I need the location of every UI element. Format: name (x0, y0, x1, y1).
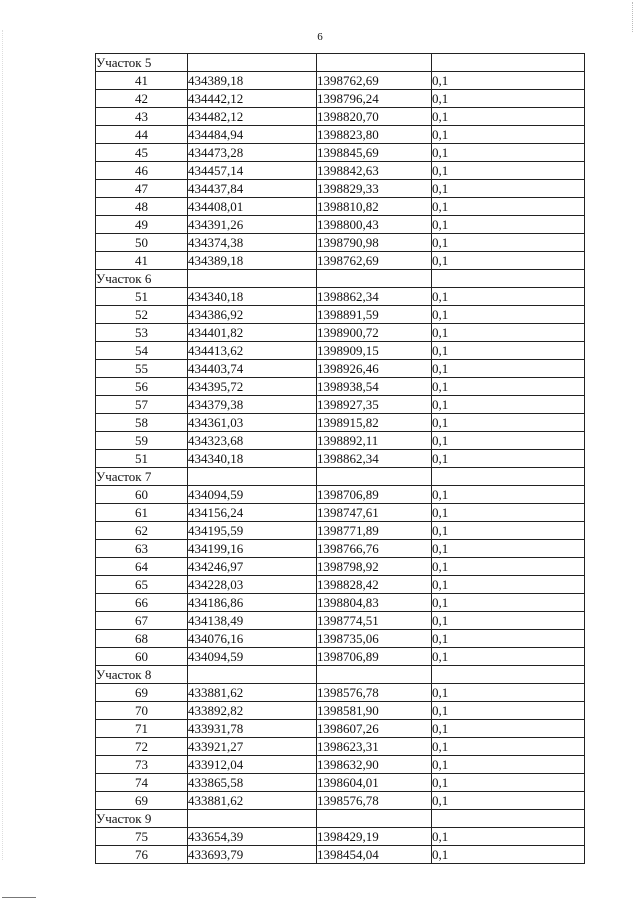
point-number: 55 (96, 360, 188, 378)
y-coordinate: 1398938,54 (317, 378, 432, 396)
y-coordinate: 1398915,82 (317, 414, 432, 432)
point-number: 72 (96, 738, 188, 756)
table-row (96, 684, 585, 702)
x-coordinate: 433865,58 (188, 774, 317, 792)
y-coordinate: 1398842,63 (317, 162, 432, 180)
accuracy: 0,1 (432, 234, 585, 252)
y-coordinate: 1398790,98 (317, 234, 432, 252)
section-title: Участок 9 (96, 810, 188, 828)
y-coordinate: 1398576,78 (317, 792, 432, 810)
point-number: 66 (96, 594, 188, 612)
point-number: 68 (96, 630, 188, 648)
accuracy: 0,1 (432, 486, 585, 504)
point-number: 75 (96, 828, 188, 846)
x-coordinate: 433654,39 (188, 828, 317, 846)
accuracy: 0,1 (432, 216, 585, 234)
point-number: 47 (96, 180, 188, 198)
accuracy: 0,1 (432, 126, 585, 144)
x-coordinate: 434246,97 (188, 558, 317, 576)
empty-cell (188, 468, 317, 486)
y-coordinate: 1398862,34 (317, 450, 432, 468)
x-coordinate: 434374,38 (188, 234, 317, 252)
accuracy: 0,1 (432, 324, 585, 342)
x-coordinate: 433912,04 (188, 756, 317, 774)
accuracy: 0,1 (432, 378, 585, 396)
x-coordinate: 434386,92 (188, 306, 317, 324)
y-coordinate: 1398927,35 (317, 396, 432, 414)
empty-cell (188, 270, 317, 288)
point-number: 60 (96, 648, 188, 666)
x-coordinate: 434473,28 (188, 144, 317, 162)
accuracy: 0,1 (432, 702, 585, 720)
y-coordinate: 1398804,83 (317, 594, 432, 612)
section-header-row (96, 468, 585, 486)
table-row (96, 558, 585, 576)
accuracy: 0,1 (432, 396, 585, 414)
point-number: 62 (96, 522, 188, 540)
x-coordinate: 434403,74 (188, 360, 317, 378)
empty-cell (432, 810, 585, 828)
accuracy: 0,1 (432, 342, 585, 360)
point-number: 52 (96, 306, 188, 324)
accuracy: 0,1 (432, 360, 585, 378)
accuracy: 0,1 (432, 522, 585, 540)
x-coordinate: 434195,59 (188, 522, 317, 540)
table-row (96, 738, 585, 756)
x-coordinate: 434482,12 (188, 108, 317, 126)
scan-edge-mark (632, 2, 634, 32)
y-coordinate: 1398820,70 (317, 108, 432, 126)
y-coordinate: 1398828,42 (317, 576, 432, 594)
y-coordinate: 1398774,51 (317, 612, 432, 630)
accuracy: 0,1 (432, 558, 585, 576)
accuracy: 0,1 (432, 594, 585, 612)
section-title: Участок 8 (96, 666, 188, 684)
accuracy: 0,1 (432, 306, 585, 324)
y-coordinate: 1398454,04 (317, 846, 432, 864)
table-row (96, 630, 585, 648)
point-number: 69 (96, 684, 188, 702)
x-coordinate: 434138,49 (188, 612, 317, 630)
y-coordinate: 1398607,26 (317, 720, 432, 738)
x-coordinate: 434442,12 (188, 90, 317, 108)
table-row (96, 486, 585, 504)
table-row (96, 396, 585, 414)
point-number: 70 (96, 702, 188, 720)
table-row (96, 414, 585, 432)
y-coordinate: 1398891,59 (317, 306, 432, 324)
point-number: 41 (96, 252, 188, 270)
y-coordinate: 1398796,24 (317, 90, 432, 108)
table-row (96, 324, 585, 342)
accuracy: 0,1 (432, 180, 585, 198)
table-row (96, 792, 585, 810)
x-coordinate: 434340,18 (188, 288, 317, 306)
point-number: 54 (96, 342, 188, 360)
empty-cell (432, 666, 585, 684)
x-coordinate: 433881,62 (188, 792, 317, 810)
accuracy: 0,1 (432, 90, 585, 108)
y-coordinate: 1398735,06 (317, 630, 432, 648)
accuracy: 0,1 (432, 630, 585, 648)
table-row (96, 90, 585, 108)
point-number: 61 (96, 504, 188, 522)
x-coordinate: 434389,18 (188, 252, 317, 270)
accuracy: 0,1 (432, 738, 585, 756)
table-row (96, 720, 585, 738)
y-coordinate: 1398829,33 (317, 180, 432, 198)
y-coordinate: 1398623,31 (317, 738, 432, 756)
point-number: 49 (96, 216, 188, 234)
x-coordinate: 434401,82 (188, 324, 317, 342)
empty-cell (188, 54, 317, 72)
point-number: 76 (96, 846, 188, 864)
point-number: 45 (96, 144, 188, 162)
x-coordinate: 434199,16 (188, 540, 317, 558)
point-number: 59 (96, 432, 188, 450)
accuracy: 0,1 (432, 612, 585, 630)
y-coordinate: 1398581,90 (317, 702, 432, 720)
section-header-row (96, 810, 585, 828)
accuracy: 0,1 (432, 450, 585, 468)
x-coordinate: 433931,78 (188, 720, 317, 738)
y-coordinate: 1398429,19 (317, 828, 432, 846)
table-row (96, 108, 585, 126)
point-number: 73 (96, 756, 188, 774)
accuracy: 0,1 (432, 756, 585, 774)
section-title: Участок 6 (96, 270, 188, 288)
point-number: 48 (96, 198, 188, 216)
section-header-row (96, 666, 585, 684)
table-row (96, 828, 585, 846)
x-coordinate: 433693,79 (188, 846, 317, 864)
empty-cell (432, 468, 585, 486)
x-coordinate: 434340,18 (188, 450, 317, 468)
x-coordinate: 434395,72 (188, 378, 317, 396)
point-number: 53 (96, 324, 188, 342)
accuracy: 0,1 (432, 684, 585, 702)
table-row (96, 360, 585, 378)
x-coordinate: 434484,94 (188, 126, 317, 144)
y-coordinate: 1398632,90 (317, 756, 432, 774)
x-coordinate: 434437,84 (188, 180, 317, 198)
accuracy: 0,1 (432, 432, 585, 450)
x-coordinate: 434379,38 (188, 396, 317, 414)
point-number: 65 (96, 576, 188, 594)
accuracy: 0,1 (432, 108, 585, 126)
y-coordinate: 1398766,76 (317, 540, 432, 558)
y-coordinate: 1398862,34 (317, 288, 432, 306)
y-coordinate: 1398747,61 (317, 504, 432, 522)
table-row (96, 162, 585, 180)
x-coordinate: 434391,26 (188, 216, 317, 234)
y-coordinate: 1398706,89 (317, 486, 432, 504)
y-coordinate: 1398810,82 (317, 198, 432, 216)
point-number: 50 (96, 234, 188, 252)
y-coordinate: 1398604,01 (317, 774, 432, 792)
section-title: Участок 7 (96, 468, 188, 486)
table-row (96, 504, 585, 522)
accuracy: 0,1 (432, 504, 585, 522)
table-row (96, 216, 585, 234)
accuracy: 0,1 (432, 576, 585, 594)
x-coordinate: 433881,62 (188, 684, 317, 702)
point-number: 44 (96, 126, 188, 144)
table-row (96, 342, 585, 360)
y-coordinate: 1398800,43 (317, 216, 432, 234)
coordinates-table-body (96, 54, 585, 864)
accuracy: 0,1 (432, 288, 585, 306)
x-coordinate: 434228,03 (188, 576, 317, 594)
table-row (96, 288, 585, 306)
table-row (96, 306, 585, 324)
table-row (96, 576, 585, 594)
empty-cell (317, 666, 432, 684)
empty-cell (188, 666, 317, 684)
empty-cell (317, 468, 432, 486)
point-number: 43 (96, 108, 188, 126)
page-number: 6 (317, 31, 323, 43)
x-coordinate: 433892,82 (188, 702, 317, 720)
point-number: 71 (96, 720, 188, 738)
y-coordinate: 1398892,11 (317, 432, 432, 450)
x-coordinate: 434389,18 (188, 72, 317, 90)
table-row (96, 612, 585, 630)
table-row (96, 702, 585, 720)
coordinates-table (95, 53, 585, 864)
accuracy: 0,1 (432, 774, 585, 792)
accuracy: 0,1 (432, 792, 585, 810)
x-coordinate: 434413,62 (188, 342, 317, 360)
point-number: 69 (96, 792, 188, 810)
table-row (96, 846, 585, 864)
point-number: 56 (96, 378, 188, 396)
section-header-row (96, 270, 585, 288)
point-number: 41 (96, 72, 188, 90)
table-row (96, 432, 585, 450)
x-coordinate: 434361,03 (188, 414, 317, 432)
empty-cell (432, 270, 585, 288)
y-coordinate: 1398576,78 (317, 684, 432, 702)
table-row (96, 252, 585, 270)
empty-cell (317, 810, 432, 828)
table-row (96, 144, 585, 162)
accuracy: 0,1 (432, 252, 585, 270)
section-title: Участок 5 (96, 54, 188, 72)
table-row (96, 180, 585, 198)
table-row (96, 756, 585, 774)
x-coordinate: 434094,59 (188, 486, 317, 504)
y-coordinate: 1398926,46 (317, 360, 432, 378)
y-coordinate: 1398762,69 (317, 252, 432, 270)
point-number: 58 (96, 414, 188, 432)
accuracy: 0,1 (432, 846, 585, 864)
point-number: 64 (96, 558, 188, 576)
table-row (96, 540, 585, 558)
table-row (96, 126, 585, 144)
point-number: 67 (96, 612, 188, 630)
table-row (96, 198, 585, 216)
x-coordinate: 434186,86 (188, 594, 317, 612)
accuracy: 0,1 (432, 144, 585, 162)
x-coordinate: 434323,68 (188, 432, 317, 450)
empty-cell (317, 270, 432, 288)
point-number: 63 (96, 540, 188, 558)
accuracy: 0,1 (432, 720, 585, 738)
table-row (96, 522, 585, 540)
accuracy: 0,1 (432, 648, 585, 666)
y-coordinate: 1398823,80 (317, 126, 432, 144)
table-row (96, 774, 585, 792)
footer-rule (2, 897, 36, 898)
x-coordinate: 434156,24 (188, 504, 317, 522)
point-number: 46 (96, 162, 188, 180)
y-coordinate: 1398900,72 (317, 324, 432, 342)
point-number: 60 (96, 486, 188, 504)
empty-cell (188, 810, 317, 828)
x-coordinate: 434408,01 (188, 198, 317, 216)
table-row (96, 450, 585, 468)
accuracy: 0,1 (432, 72, 585, 90)
table-row (96, 378, 585, 396)
point-number: 74 (96, 774, 188, 792)
section-header-row (96, 54, 585, 72)
accuracy: 0,1 (432, 540, 585, 558)
x-coordinate: 434076,16 (188, 630, 317, 648)
x-coordinate: 433921,27 (188, 738, 317, 756)
point-number: 51 (96, 288, 188, 306)
scan-edge-mark (2, 30, 4, 860)
y-coordinate: 1398798,92 (317, 558, 432, 576)
x-coordinate: 434457,14 (188, 162, 317, 180)
accuracy: 0,1 (432, 414, 585, 432)
table-row (96, 72, 585, 90)
point-number: 57 (96, 396, 188, 414)
y-coordinate: 1398771,89 (317, 522, 432, 540)
point-number: 42 (96, 90, 188, 108)
accuracy: 0,1 (432, 198, 585, 216)
accuracy: 0,1 (432, 828, 585, 846)
y-coordinate: 1398845,69 (317, 144, 432, 162)
y-coordinate: 1398909,15 (317, 342, 432, 360)
y-coordinate: 1398762,69 (317, 72, 432, 90)
point-number: 51 (96, 450, 188, 468)
y-coordinate: 1398706,89 (317, 648, 432, 666)
empty-cell (317, 54, 432, 72)
table-row (96, 594, 585, 612)
accuracy: 0,1 (432, 162, 585, 180)
empty-cell (432, 54, 585, 72)
x-coordinate: 434094,59 (188, 648, 317, 666)
table-row (96, 648, 585, 666)
table-row (96, 234, 585, 252)
